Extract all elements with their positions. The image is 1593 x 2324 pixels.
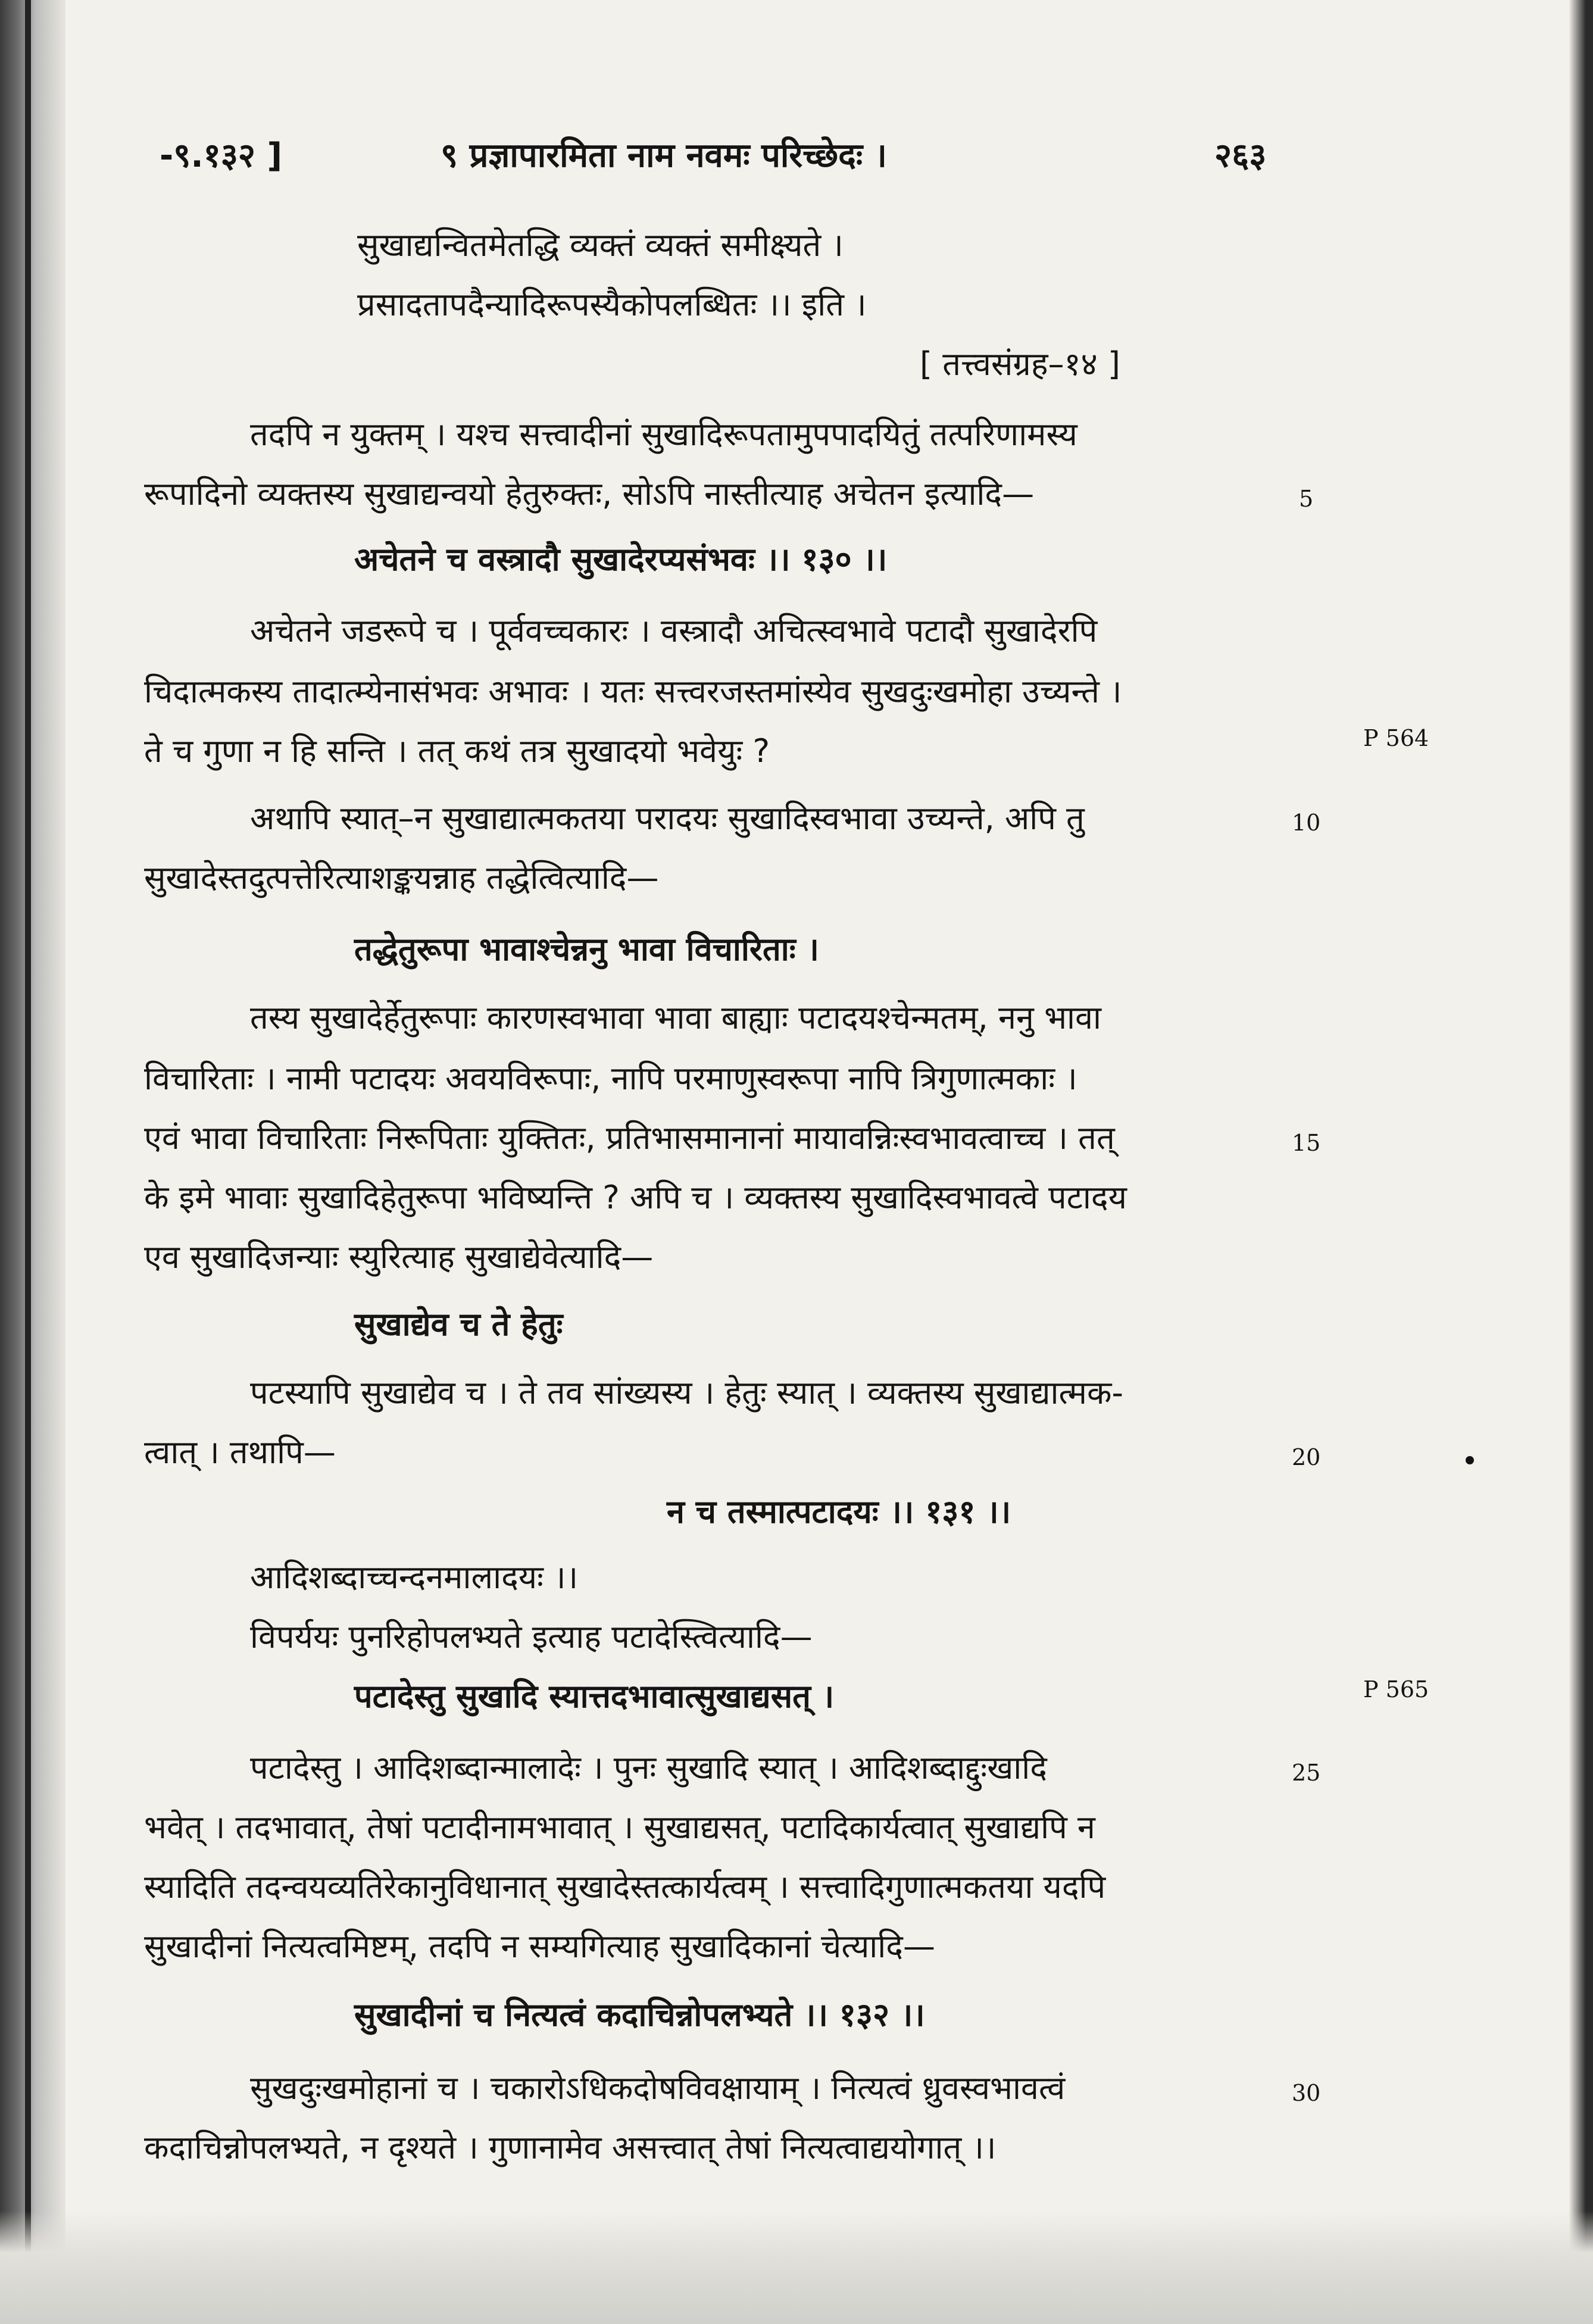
line-number: 20	[1292, 1444, 1321, 1470]
text-line: चिदात्मकस्य तादात्म्येनासंभवः अभावः । यतः सत्त्वरजस्तमांस्येव सुखदुःखमोहा उच्यन्ते ।	[144, 673, 1122, 710]
verse-quarter: सुखाद्येव च ते हेतुः	[354, 1305, 563, 1343]
scan-bottom-shadow	[0, 2211, 1593, 2324]
text-line: ते च गुणा न हि सन्ति । तत् कथं तत्र सुखादयो भवेयुः ?	[144, 732, 770, 770]
text-line: तस्य सुखादेर्हेतुरूपाः कारणस्वभावा भावा बाह्याः पटादयश्चेन्मतम्, ननु भावा	[250, 999, 1102, 1036]
stray-ink-dot	[1466, 1456, 1474, 1464]
text-line: एवं भावा विचारिताः निरूपिताः युक्तितः, प्रतिभासमानानां मायावन्निःस्वभावत्वाच्च । तत्	[144, 1119, 1115, 1157]
line-number: 15	[1292, 1130, 1321, 1156]
text-line: एव सुखादिजन्याः स्युरित्याह सुखाद्येवेत्यादि—	[144, 1238, 654, 1276]
line-number: 25	[1292, 1760, 1321, 1786]
line-number: 5	[1299, 486, 1314, 512]
verse-half: तद्धेतुरूपा भावाश्चेन्ननु भावा विचारिताः ।	[354, 930, 819, 968]
text-line: कदाचिन्नोपलभ्यते, न दृश्यते । गुणानामेव असत्त्वात् तेषां नित्यत्वाद्ययोगात् ।।	[144, 2129, 997, 2166]
text-line: विचारिताः । नामी पटादयः अवयविरूपाः, नापि परमाणुस्वरूपा नापि त्रिगुणात्मकाः ।	[144, 1060, 1077, 1097]
text-line: पटादेस्तु । आदिशब्दान्मालादेः । पुनः सुखादि स्यात् । आदिशब्दाद्दुःखादि	[250, 1749, 1047, 1786]
text-line: तदपि न युक्तम् । यश्च सत्त्वादीनां सुखादिरूपतामुपपादयितुं तत्परिणामस्य	[250, 416, 1077, 453]
verse-132: सुखादीनां च नित्यत्वं कदाचिन्नोपलभ्यते ।। १३२ ।।	[354, 1996, 925, 2034]
header-page-number: २६३	[1214, 136, 1267, 175]
text-line: पटस्यापि सुखाद्येव च । ते तव सांख्यस्य । हेतुः स्यात् । व्यक्तस्य सुखाद्यात्मक-	[250, 1374, 1123, 1411]
text-line: अथापि स्यात्–न सुखाद्यात्मकतया परादयः सुखादिस्वभावा उच्यन्ते, अपि तु	[250, 799, 1085, 837]
line-number: 10	[1292, 810, 1321, 836]
text-line: सुखादीनां नित्यत्वमिष्टम्, तदपि न सम्यगित्याह सुखादिकानां चेत्यादि—	[144, 1928, 935, 1965]
verse-line: प्रसादतापदैन्यादिरूपस्यैकोपलब्धितः ।। इति ।	[357, 286, 867, 323]
scan-binding-shadow	[0, 0, 65, 2324]
text-line: भवेत् । तदभावात्, तेषां पटादीनामभावात् । सुखाद्यसत्, पटादिकार्यत्वात् सुखाद्यपि न	[144, 1808, 1095, 1846]
source-page-ref: P 564	[1363, 725, 1429, 751]
text-line: स्यादिति तदन्वयव्यतिरेकानुविधानात् सुखादेस्तत्कार्यत्वम् । सत्त्वादिगुणात्मकतया यदपि	[144, 1868, 1106, 1906]
text-line: आदिशब्दाच्चन्दनमालादयः ।।	[250, 1558, 579, 1596]
text-line: त्वात् । तथापि—	[144, 1433, 336, 1471]
verse-131: न च तस्मात्पटादयः ।। १३१ ।।	[667, 1493, 1011, 1530]
text-line: के इमे भावाः सुखादिहेतुरूपा भविष्यन्ति ? अपि च । व्यक्तस्य सुखादिस्वभावत्वे पटादय	[144, 1179, 1127, 1216]
source-page-ref: P 565	[1363, 1676, 1429, 1703]
header-section-ref: -९.१३२ ]	[160, 136, 283, 175]
text-line: सुखादेस्तदुत्पत्तेरित्याशङ्कयन्नाह तद्धेत्वित्यादि—	[144, 859, 659, 897]
citation: [ तत्त्वसंग्रह–१४ ]	[920, 345, 1120, 383]
verse-130: अचेतने च वस्त्रादौ सुखादेरप्यसंभवः ।। १३० ।।	[354, 541, 888, 578]
header-chapter-title: ९ प्रज्ञापारमिता नाम नवमः परिच्छेदः ।	[441, 136, 887, 175]
line-number: 30	[1292, 2080, 1321, 2106]
scan-binding-rule	[25, 0, 31, 2324]
text-line: सुखदुःखमोहानां च । चकारोऽधिकदोषविवक्षायाम् । नित्यत्वं ध्रुवस्वभावत्वं	[250, 2069, 1066, 2107]
verse-line: सुखाद्यन्वितमेतद्धि व्यक्तं व्यक्तं समीक्ष्यते ।	[357, 226, 844, 264]
text-line: अचेतने जडरूपे च । पूर्ववच्चकारः । वस्त्रादौ अचित्स्वभावे पटादौ सुखादेरपि	[250, 612, 1098, 649]
verse-half: पटादेस्तु सुखादि स्यात्तदभावात्सुखाद्यसत् ।	[354, 1678, 835, 1715]
scan-right-edge	[1569, 0, 1593, 2324]
text-line: रूपादिनो व्यक्तस्य सुखाद्यन्वयो हेतुरुक्तः, सोऽपि नास्तीत्याह अचेतन इत्यादि—	[144, 475, 1035, 513]
text-line: विपर्ययः पुनरिहोपलभ्यते इत्याह पटादेस्त्वित्यादि—	[250, 1618, 813, 1655]
